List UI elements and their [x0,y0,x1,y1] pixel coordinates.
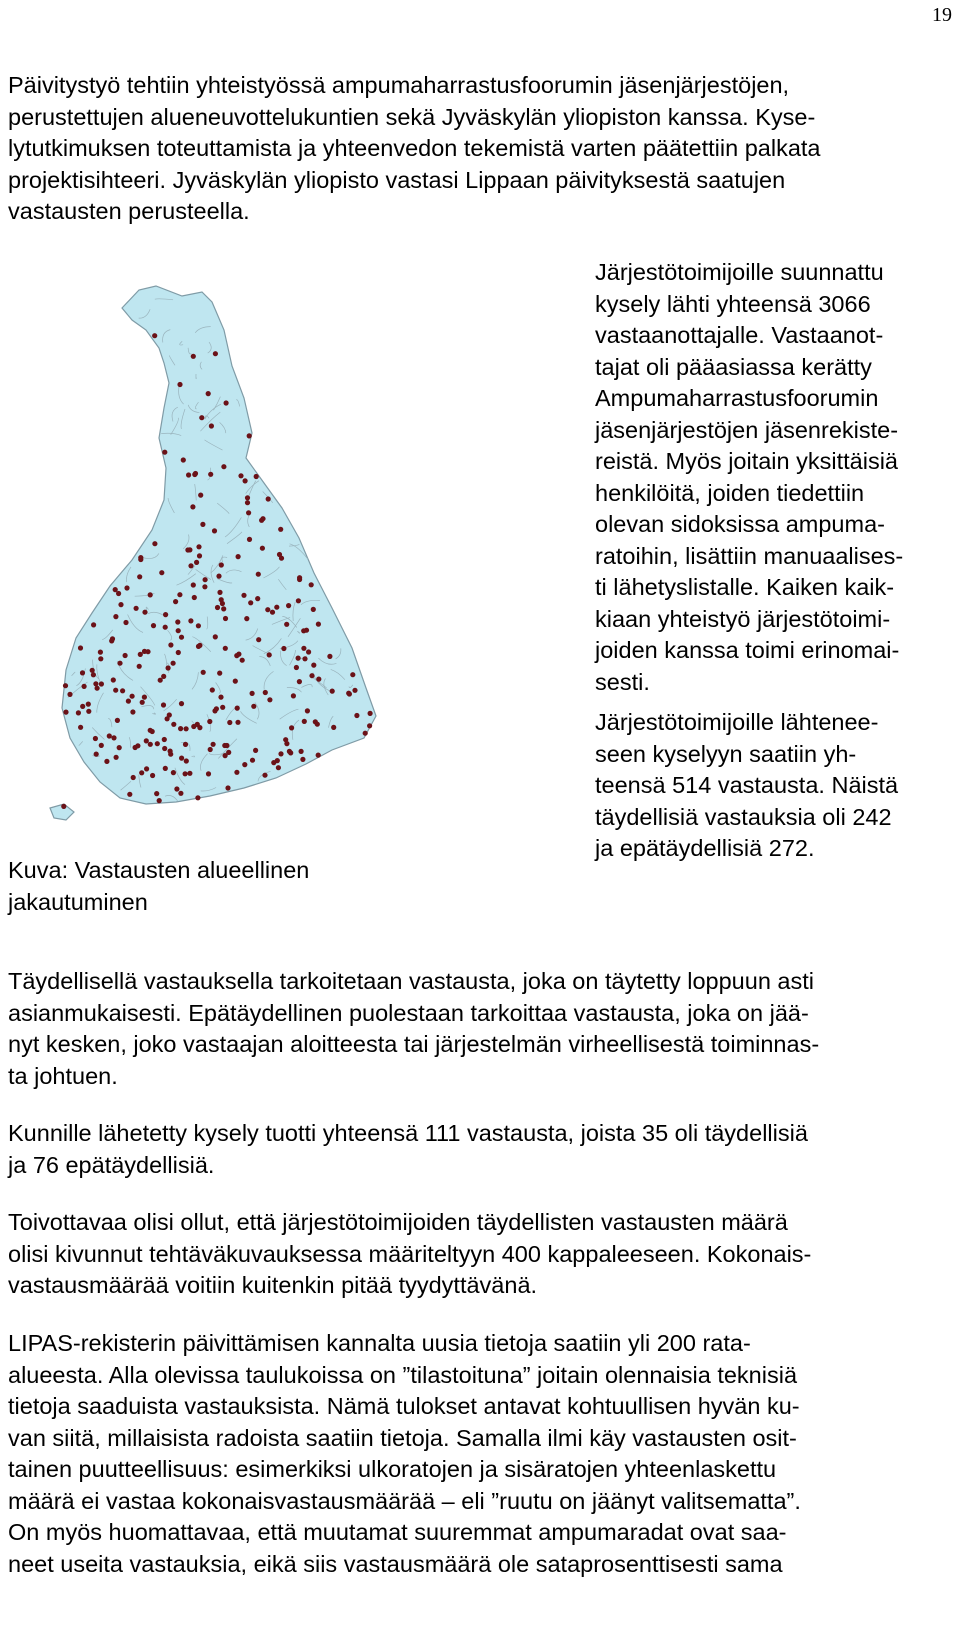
response-dot [139,770,144,775]
response-dot [183,771,188,776]
response-dot [211,742,216,747]
response-dot [163,612,168,617]
response-dot [177,382,182,387]
response-dot [63,683,68,688]
response-dot [256,637,261,642]
response-dot [80,670,85,675]
body-paragraph-3: Toivottavaa olisi ollut, että järjestötoimijoiden täydellisten vastausten määrä olisi kivunnut tehtäväkuvauksessa määriteltyyn 400 kappaleeseen. Kokonais- vastausmäärää voitiin kuitenkin pitää tyydyttävänä. [8,1209,812,1298]
body-paragraph-2: Kunnille lähetetty kysely tuotti yhteensä 111 vastausta, joista 35 oli täydellisiä ja 76 epätäydellisiä. [8,1120,808,1178]
side-paragraph-2: Järjestötoimijoille lähtenee- seen kyselyyn saatiin yh- teensä 514 vastausta. Näistä täydellisiä vastauksia oli 242 ja epätäydellisiä 272. [595,709,899,861]
response-dot [135,743,140,748]
response-dot [191,724,196,729]
response-dot [276,765,281,770]
response-dot [78,725,83,730]
response-dot [173,599,178,604]
response-dot [294,665,299,670]
response-dot [250,691,255,696]
response-dot [297,679,302,684]
response-dot [251,704,256,709]
response-dot [131,775,136,780]
body-paragraph-1: Täydellisellä vastauksella tarkoitetaan vastausta, joka on täytetty loppuun asti asianmukaisesti. Epätäydellinen puolestaan tarkoittaa vastausta, joka on jää- nyt kesken, joko vastaajan aloitteesta tai järjestelmän virheellisestä toiminnas- ta johtuen. [8,968,820,1089]
response-dot [240,658,245,663]
response-dot [162,450,167,455]
figure-caption: Kuva: Vastausten alueellinen jakautuminen [8,857,310,915]
response-dot [118,602,123,607]
response-dot [284,622,289,627]
response-dot [178,726,183,731]
intro-paragraph: Päivitystyö tehtiin yhteistyössä ampumaharrastusfoorumin jäsenjärjestöjen, perustettujen alueneuvottelukuntien sekä Jyväskylän yliopiston kanssa. Kyse- lytutkimuksen toteuttamista ja yhteenvedon tekemistä varten päätettiin palkata projektisihteeri. Jyväskylän yliopisto vastasi Lippaan päivityksestä saatujen vastausten perusteella. [8,72,821,224]
response-dot [67,692,72,697]
response-dot [179,756,184,761]
response-dot [301,646,306,651]
response-dot [220,705,225,710]
response-dot [196,623,201,628]
response-dot [93,681,98,686]
response-dot [263,690,268,695]
response-dot [116,591,121,596]
response-dot [61,804,66,809]
response-dot [195,795,200,800]
response-dot [248,600,253,605]
response-dot [159,570,164,575]
response-dot [266,496,271,501]
response-dot [247,537,252,542]
response-dot [202,584,207,589]
response-dot [218,695,223,700]
response-dot [350,672,355,677]
response-dot [267,697,272,702]
response-dot [93,736,98,741]
response-dot [171,722,176,727]
response-dot [221,464,226,469]
response-dot [148,728,153,733]
response-dot [235,720,240,725]
response-dot [221,606,226,611]
response-dot [267,652,272,657]
response-dot [247,433,252,438]
response-dot [217,671,222,676]
response-dot [114,755,119,760]
response-dot [174,786,179,791]
response-dot [91,672,96,677]
response-dot [315,722,320,727]
response-dot [246,510,251,515]
response-dot [281,646,286,651]
response-dot [200,522,205,527]
response-dot [212,708,217,713]
response-dot [155,741,160,746]
response-dot [215,605,220,610]
response-dot [220,601,225,606]
response-dot [208,472,213,477]
response-dot [197,643,202,648]
response-dot [289,725,294,730]
response-dot [99,743,104,748]
response-dot [203,577,208,582]
response-dot [305,708,310,713]
response-dot [224,743,229,748]
response-dot [171,661,176,666]
finland-response-map [14,268,444,868]
response-dot [209,423,214,428]
response-dot [354,713,359,718]
response-dot [177,592,182,597]
response-dot [183,742,188,747]
response-dot [187,771,192,776]
response-dot [223,646,228,651]
response-dot [142,695,147,700]
response-dot [154,791,159,796]
response-dot [225,785,230,790]
response-dot [63,710,68,715]
response-dot [236,554,241,559]
response-dot [107,733,112,738]
response-dot [265,607,270,612]
response-dot [223,616,228,621]
response-dot [368,711,373,716]
response-dot [241,593,246,598]
response-dot [277,552,282,557]
response-dot [175,619,180,624]
response-dot [152,333,157,338]
response-dot [197,725,202,730]
response-dot [242,762,247,767]
response-dot [213,634,218,639]
response-dot [168,749,173,754]
response-dot [213,351,218,356]
response-dot [138,652,143,657]
response-dot [274,605,279,610]
response-dot [176,628,181,633]
response-dot [144,766,149,771]
response-dot [190,504,195,509]
response-dot [352,688,357,693]
response-dot [250,758,255,763]
response-dot [363,731,368,736]
response-dot [196,544,201,549]
response-dot [216,574,221,579]
response-dot [367,723,372,728]
response-dot [260,546,265,551]
response-dot [234,653,239,658]
response-dot [330,689,335,694]
response-dot [140,700,145,705]
response-dot [206,391,211,396]
response-dot [167,712,172,717]
response-dot [115,718,120,723]
response-dot [95,686,100,691]
response-dot [233,679,238,684]
response-dot [207,719,212,724]
response-dot [197,553,202,558]
response-dot [99,681,104,686]
response-dot [286,603,291,608]
response-dot [253,748,258,753]
response-dot [194,560,199,565]
response-dot [311,607,316,612]
response-dot [278,751,283,756]
side-paragraph-1: Järjestötoimijoille suunnattu kysely lähti yhteensä 3066 vastaanottajalle. Vastaanot- tajat oli pääasiassa kerätty Ampumaharrastusfoorumin jäsenjärjestöjen jäsenrekiste- reistä. Myös joitain yksittäisiä henkilöitä, joiden tiedettiin olevan sidoksissa ampuma- ratoihin, lisättiin manuaalises- ti lähetyslistalle. Kaiken kaik- kiaan yhteistyö järjestötoimi- joiden kanssa toimi erinomai- sesti. [595,259,904,695]
response-dot [208,747,213,752]
response-dot [262,773,267,778]
response-dot [186,472,191,477]
response-dot [316,753,321,758]
response-dot [98,656,103,661]
response-dot [346,691,351,696]
response-dot [86,702,91,707]
response-dot [144,738,149,743]
response-dot [191,582,196,587]
response-dot [187,547,192,552]
response-dot [179,635,184,640]
response-dot [199,415,204,420]
response-dot [302,656,307,661]
response-dot [137,664,142,669]
response-dot [98,650,103,655]
response-dot [168,642,173,647]
response-dot [331,725,336,730]
response-dot [219,562,224,567]
response-dot [178,791,183,796]
response-dot [188,563,193,568]
response-dot [192,595,197,600]
response-dot [130,694,135,699]
response-dot [127,792,132,797]
response-dot [301,628,306,633]
response-dot [157,798,162,803]
response-dot [201,670,206,675]
response-dot [176,650,181,655]
page-number: 19 [932,4,952,26]
response-dot [223,753,228,758]
response-dot [111,735,116,740]
response-dot [138,557,143,562]
response-dot [184,758,189,763]
response-dot [123,653,128,658]
response-dot [291,693,296,698]
response-dot [212,528,217,533]
response-dot [245,500,250,505]
response-dot [142,649,147,654]
response-dot [278,527,283,532]
response-dot [316,622,321,627]
response-dot [184,726,189,731]
response-dot [297,575,302,580]
response-dot [283,737,288,742]
response-dot [243,478,248,483]
response-dot [217,590,222,595]
response-dot [124,585,129,590]
response-dot [192,472,197,477]
response-dot [94,752,99,757]
response-dot [104,759,109,764]
response-dot [130,709,135,714]
response-dot [206,771,211,776]
response-dot [296,598,301,603]
response-dot [117,745,122,750]
response-dot [306,649,311,654]
response-dot [152,541,157,546]
response-dot [254,474,259,479]
response-dot [117,661,122,666]
response-dot [210,687,215,692]
response-dot [163,766,168,771]
response-dot [113,614,118,619]
response-dot [191,354,196,359]
response-dot [123,620,128,625]
response-dot [126,699,131,704]
response-dot [234,770,239,775]
response-dot [300,757,305,762]
response-dot [150,773,155,778]
response-dot [179,701,184,706]
response-dot [111,677,116,682]
response-dot [299,749,304,754]
response-dot [309,582,314,587]
response-dot [162,746,167,751]
response-dot [244,616,249,621]
response-dot [270,610,275,615]
response-dot [110,636,115,641]
response-dot [142,610,147,615]
response-dot [198,493,203,498]
response-dot [148,742,153,747]
response-dot [171,770,176,775]
body-paragraph-4: LIPAS-rekisterin päivittämisen kannalta uusia tietoja saatiin yli 200 rata- alueesta. Alla olevissa taulukoissa on ”tilastoituna” joitain olennaisia teknisiä tietoja saaduista vastauksista. Nämä tulokset antavat kohtuullisen hyvän ku- van siitä, millaisista radoista saatiin tietoja. Samalla ilmi käy vastausten osit- tainen puutteellisuus: esimerkiksi ulkoratojen ja sisäratojen yhteenlaskettu määrä ei vastaa kokonaisvastausmäärää – eli ”ruutu on jäänyt valitsematta”. On myös huomattavaa, että muutamat suuremmat ampumaradat ovat saa- neet useita vastauksia, eikä siis vastausmäärä ole sataprosenttisesti sama [8,1330,801,1577]
response-dot [113,587,118,592]
response-dot [302,719,307,724]
response-dot [309,673,314,678]
response-dot [78,645,83,650]
response-dot [311,663,316,668]
response-dot [327,654,332,659]
response-dot [113,688,118,693]
response-dot [224,400,229,405]
response-dot [91,622,96,627]
response-dot [296,656,301,661]
response-dot [288,750,293,755]
response-dot [161,674,166,679]
response-dot [120,688,125,693]
response-dot [260,516,265,521]
response-dot [162,737,167,742]
response-dot [161,702,166,707]
response-dot [80,704,85,709]
response-dot [316,677,321,682]
response-dot [90,668,95,673]
response-dot [166,665,171,670]
response-dot [227,720,232,725]
response-dot [163,625,168,630]
response-dot [238,473,243,478]
response-dot [181,457,186,462]
response-dot [275,758,280,763]
response-dot [148,592,153,597]
response-dot [256,572,261,577]
finland-outline [50,286,376,820]
response-dot [86,709,91,714]
response-dot [151,623,156,628]
response-dot [134,606,139,611]
response-dot [255,596,260,601]
response-dot [235,706,240,711]
response-dot [137,574,142,579]
response-dot [188,618,193,623]
response-dot [76,710,81,715]
response-dot [82,684,87,689]
response-dot [245,495,250,500]
